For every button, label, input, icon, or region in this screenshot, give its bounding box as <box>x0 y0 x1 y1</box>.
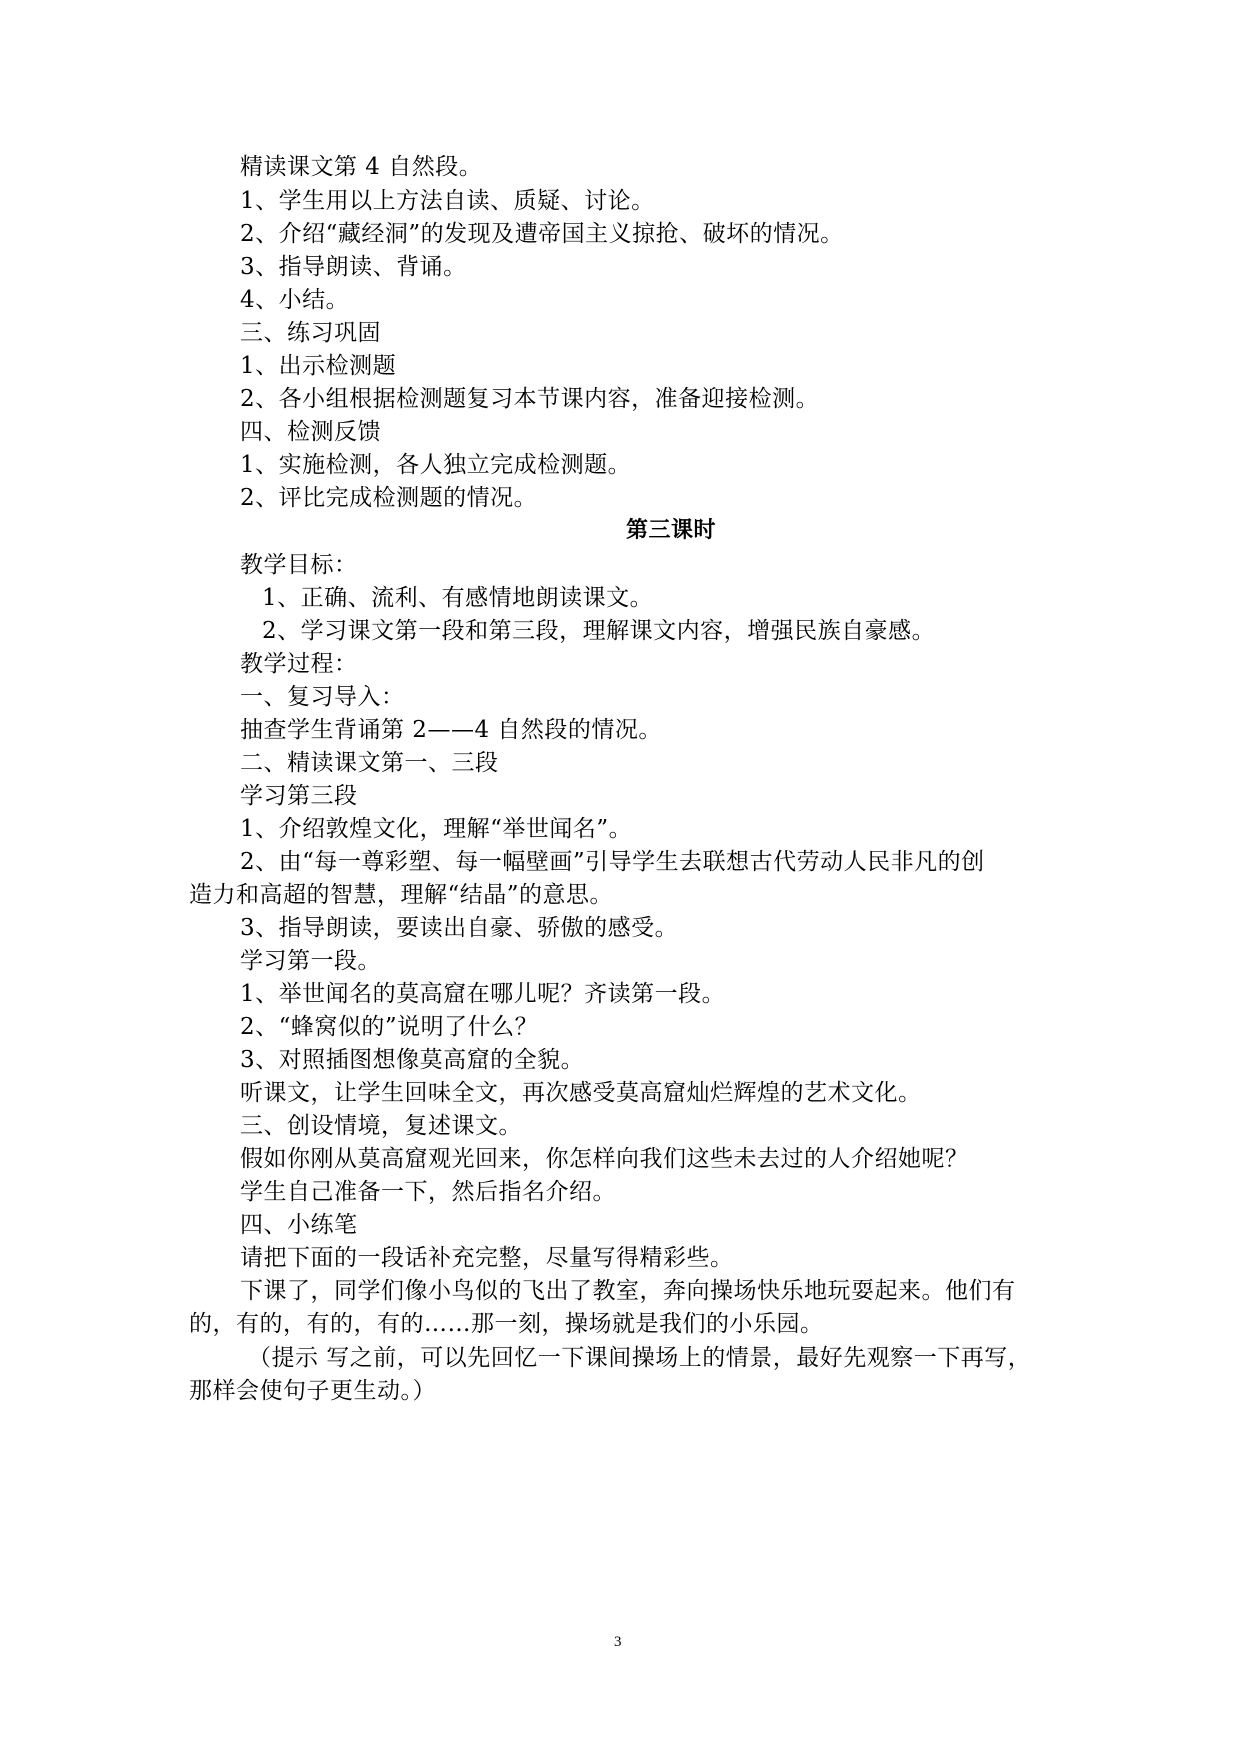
text-line: 的，有的，有的，有的……那一刻，操场就是我们的小乐园。 <box>189 1311 824 1337</box>
section-heading: 一、复习导入： <box>240 684 405 710</box>
section-heading: 三、创设情境，复述课文。 <box>240 1113 522 1139</box>
text-line: 抽查学生背诵第 2——4 自然段的情况。 <box>240 717 662 743</box>
text-line: 2、学习课文第一段和第三段，理解课文内容，增强民族自豪感。 <box>262 618 936 644</box>
text-line: 3、对照插图想像莫高窟的全貌。 <box>240 1047 585 1073</box>
text-line: 1、出示检测题 <box>240 353 397 379</box>
text-line: 1、正确、流利、有感情地朗读课文。 <box>262 585 654 611</box>
text-line: 2、评比完成检测题的情况。 <box>240 485 538 511</box>
text-line: 请把下面的一段话补充完整，尽量写得精彩些。 <box>240 1245 734 1271</box>
text-line: 下课了，同学们像小鸟似的飞出了教室，奔向操场快乐地玩耍起来。他们有 <box>240 1278 1016 1304</box>
text-line: 假如你刚从莫高窟观光回来，你怎样向我们这些未去过的人介绍她呢？ <box>240 1146 969 1172</box>
text-line: 1、介绍敦煌文化，理解“举世闻名”。 <box>240 816 633 842</box>
text-line: 3、指导朗读、背诵。 <box>240 254 467 280</box>
text-line: 4、小结。 <box>240 287 350 313</box>
section-heading: 三、练习巩固 <box>240 320 381 346</box>
text-line: 1、实施检测，各人独立完成检测题。 <box>240 452 632 478</box>
text-line: 2、介绍“藏经洞”的发现及遭帝国主义掠抢、破坏的情况。 <box>240 221 844 247</box>
text-line: 教学目标： <box>240 552 358 578</box>
text-line: 1、学生用以上方法自读、质疑、讨论。 <box>240 188 655 214</box>
text-line: （提示 写之前，可以先回忆一下课间操场上的情景，最好先观察一下再写， <box>248 1345 1032 1371</box>
text-line: 教学过程： <box>240 651 358 677</box>
text-line: 学生自己准备一下，然后指名介绍。 <box>240 1179 616 1205</box>
text-line: 学习第一段。 <box>240 948 381 974</box>
section-heading: 四、小练笔 <box>240 1212 358 1238</box>
text-line: 造力和高超的智慧，理解“结晶”的意思。 <box>189 882 614 908</box>
text-line: 2、“蜂窝似的”说明了什么？ <box>240 1014 539 1040</box>
text-line: 听课文，让学生回味全文，再次感受莫高窟灿烂辉煌的艺术文化。 <box>240 1080 922 1106</box>
lesson-title: 第三课时 <box>626 518 717 543</box>
section-heading: 四、检测反馈 <box>240 419 381 445</box>
text-line: 2、由“每一尊彩塑、每一幅壁画”引导学生去联想古代劳动人民非凡的创 <box>240 849 985 875</box>
page-number: 3 <box>614 1634 622 1650</box>
text-line: 学习第三段 <box>240 783 358 809</box>
text-line: 精读课文第 4 自然段。 <box>240 154 483 180</box>
text-line: 那样会使句子更生动。） <box>189 1378 436 1404</box>
text-line: 2、各小组根据检测题复习本节课内容，准备迎接检测。 <box>240 386 820 412</box>
text-line: 3、指导朗读，要读出自豪、骄傲的感受。 <box>240 915 679 941</box>
text-line: 1、举世闻名的莫高窟在哪儿呢？齐读第一段。 <box>240 981 726 1007</box>
section-heading: 二、精读课文第一、三段 <box>240 750 499 776</box>
